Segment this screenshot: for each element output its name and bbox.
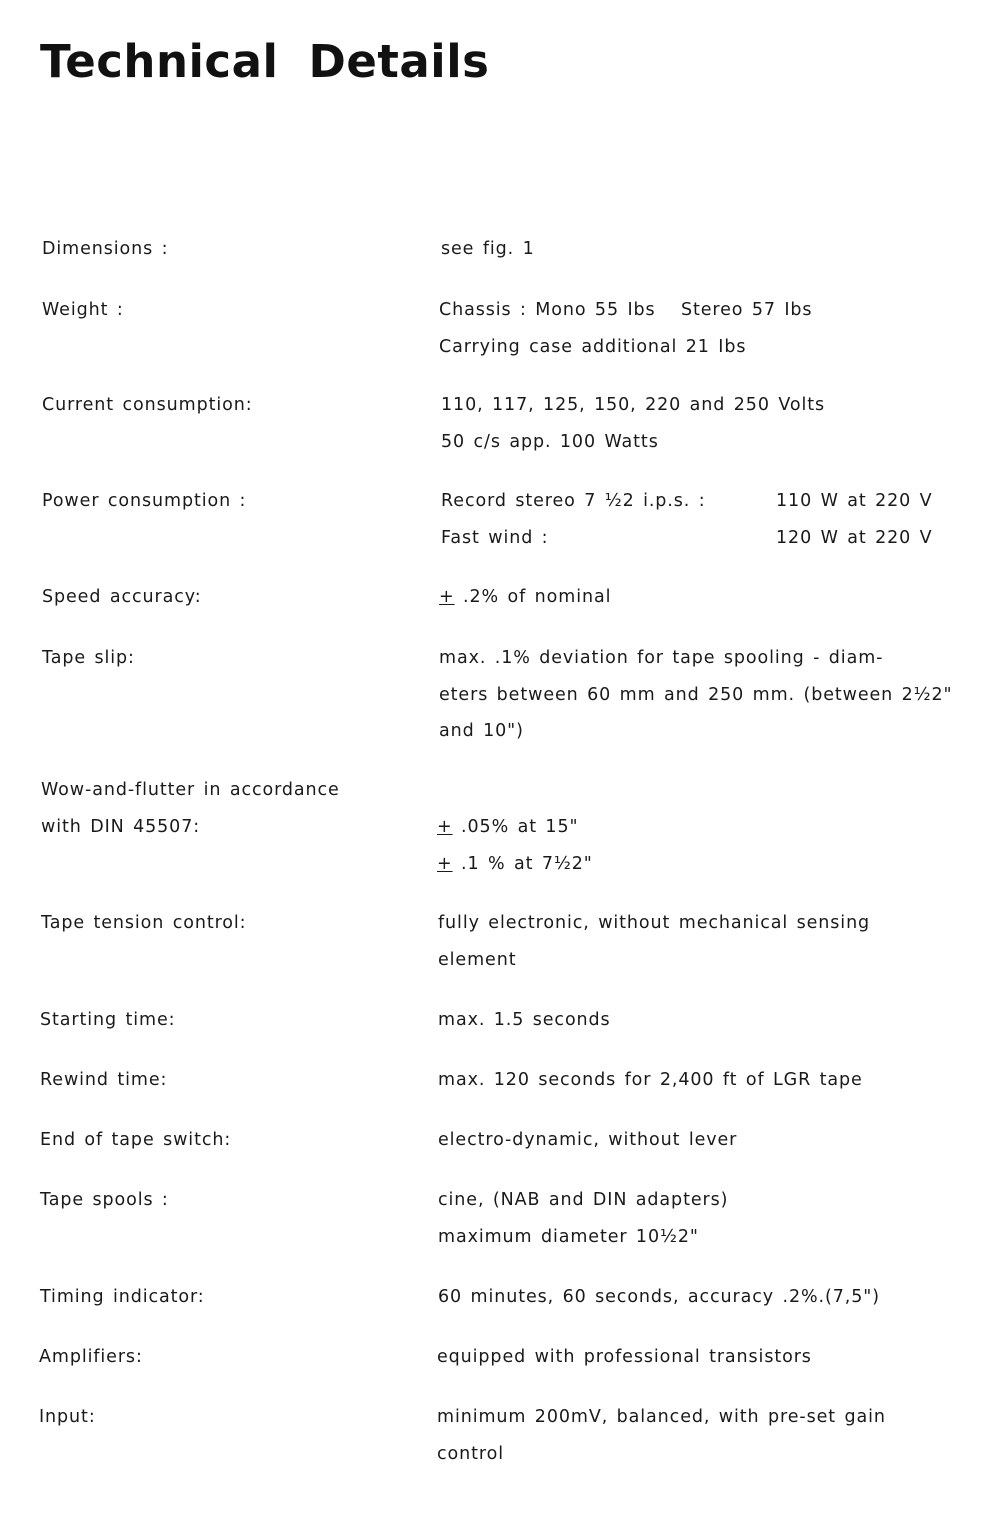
plus-minus-sign: + xyxy=(437,853,453,874)
spec-label: Rewind time: xyxy=(40,1070,168,1090)
spec-value-line: Carrying case additional 21 Ibs xyxy=(439,336,747,357)
spec-value-line xyxy=(437,846,967,883)
spec-value-line: and 10") xyxy=(439,721,524,741)
spec-label: Tape slip: xyxy=(42,648,135,668)
power-row-value: 110 W at 220 V xyxy=(776,491,933,511)
spec-value-line: maximum diameter 10½2" xyxy=(438,1226,699,1247)
spec-label: Current consumption: xyxy=(42,395,253,415)
spec-label: Tape tension control: xyxy=(41,913,247,933)
spec-label-line: Wow-and-flutter in accordance xyxy=(41,780,340,800)
power-row-value: 120 W at 220 V xyxy=(776,527,933,548)
power-row-name: Record stereo 7 ½2 i.p.s. : xyxy=(441,491,706,511)
spec-value-line: fully electronic, without mechanical sensing xyxy=(438,913,871,933)
spec-value-line: 50 c/s app. 100 Watts xyxy=(441,431,659,452)
spec-value-line: max. .1% deviation for tape spooling - diam- xyxy=(439,648,884,668)
spec-value xyxy=(439,292,969,365)
plus-minus-sign: + xyxy=(437,817,453,837)
spec-value xyxy=(439,579,969,616)
spec-label: Amplifiers: xyxy=(39,1347,143,1367)
spec-label: Input: xyxy=(39,1407,96,1427)
spec-value-line: Chassis : Mono 55 Ibs Stereo 57 Ibs xyxy=(439,300,813,320)
spec-value-line: 110, 117, 125, 150, 220 and 250 Volts xyxy=(441,395,825,415)
spec-value xyxy=(441,387,971,460)
spec-value xyxy=(438,905,968,978)
spec-value-text: .1 % at 7½2" xyxy=(461,853,593,874)
spec-value-text: .2% of nominal xyxy=(463,587,612,607)
power-row-name: Fast wind : xyxy=(441,527,549,548)
spec-value xyxy=(438,1062,968,1099)
spec-label: Starting time: xyxy=(40,1010,176,1030)
spec-value xyxy=(438,1182,968,1255)
spec-label xyxy=(41,772,401,845)
spec-label: Power consumption : xyxy=(42,491,247,511)
spec-value-line: max. 120 seconds for 2,400 ft of LGR tape xyxy=(438,1070,863,1090)
spec-label: Timing indicator: xyxy=(40,1287,205,1307)
spec-value xyxy=(437,809,967,882)
spec-value-line: element xyxy=(438,949,517,970)
spec-value-line: see fig. 1 xyxy=(441,239,535,259)
spec-value xyxy=(441,231,971,268)
spec-label: Weight : xyxy=(42,300,124,320)
spec-value-line: control xyxy=(437,1443,504,1464)
spec-label: Tape spools : xyxy=(40,1190,169,1210)
spec-value-line: equipped with professional transistors xyxy=(437,1347,812,1367)
spec-value-line: electro-dynamic, without lever xyxy=(438,1130,738,1150)
spec-label: Dimensions : xyxy=(42,239,169,259)
spec-value xyxy=(439,640,969,750)
spec-label-line: with DIN 45507: xyxy=(41,816,201,837)
spec-value-line xyxy=(439,579,969,616)
spec-value-line: max. 1.5 seconds xyxy=(438,1010,611,1030)
spec-value xyxy=(438,1279,968,1316)
power-row-fast-wind xyxy=(441,520,971,557)
spec-value xyxy=(437,1339,967,1376)
spec-value xyxy=(441,483,971,556)
spec-value-line: minimum 200mV, balanced, with pre-set gain xyxy=(437,1407,886,1427)
page-title: Technical Details xyxy=(40,35,490,88)
spec-value-line xyxy=(437,809,967,846)
power-row-record xyxy=(441,483,971,520)
spec-value-line: eters between 60 mm and 250 mm. (between 2½2" xyxy=(439,684,953,705)
spec-value-line: 60 minutes, 60 seconds, accuracy .2%.(7,5") xyxy=(438,1287,880,1307)
spec-value xyxy=(437,1399,967,1472)
spec-value-line: cine, (NAB and DIN adapters) xyxy=(438,1190,729,1210)
plus-minus-sign: + xyxy=(439,587,455,607)
spec-label: End of tape switch: xyxy=(40,1130,232,1150)
spec-value xyxy=(438,1122,968,1159)
spec-value-text: .05% at 15" xyxy=(461,817,579,837)
spec-label: Speed accuracy: xyxy=(42,587,202,607)
spec-value xyxy=(438,1002,968,1039)
